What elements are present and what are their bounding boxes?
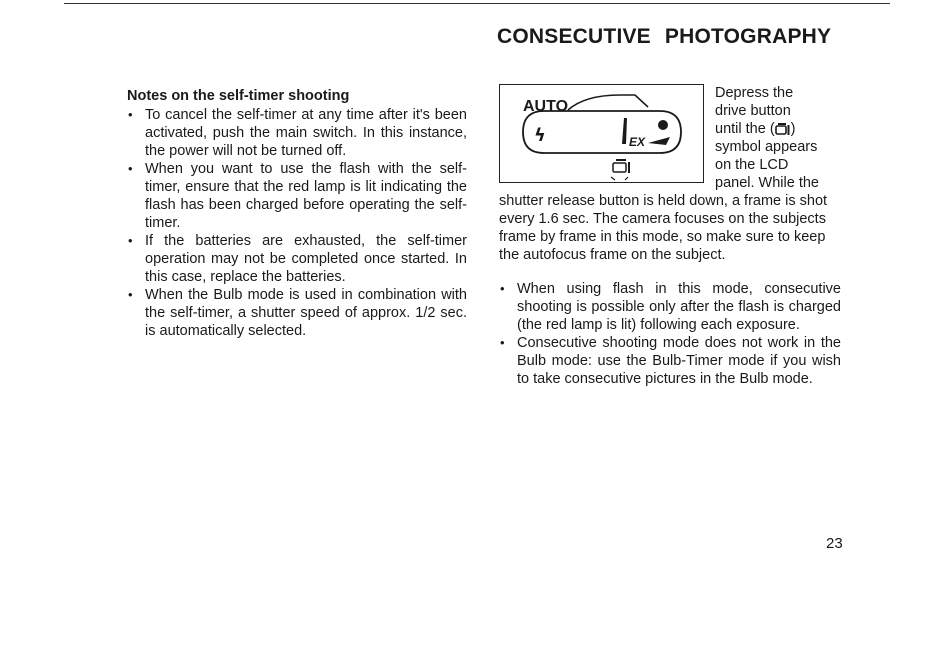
instruction-line: symbol appears <box>715 139 818 155</box>
flash-icon: ϟ <box>534 125 546 146</box>
focus-indicator-icon <box>658 120 668 130</box>
notes-item: • To cancel the self-timer at any time after it's been activated, push the main switch. In this instance, the power will not be turned off. <box>127 106 467 160</box>
notes-heading: Notes on the self-timer shooting <box>127 88 350 104</box>
instruction-line: panel. While the <box>715 175 819 191</box>
instruction-line <box>715 120 819 138</box>
lcd-block <box>499 84 841 192</box>
top-rule <box>64 3 890 4</box>
notes-item: • When you want to use the flash with the self-timer, ensure that the red lamp is lit indicating the flash has been charged before operating the self-timer. <box>127 160 467 232</box>
drive-mode-icon <box>611 159 630 180</box>
notes-item: • When the Bulb mode is used in combination with the self-timer, a shutter speed of approx. 1/2 sec. is automatically selected. <box>127 286 467 340</box>
instruction-line: Depress the <box>715 85 794 101</box>
consecutive-notes-list <box>499 280 841 388</box>
consecutive-note-item: • Consecutive shooting mode does not work in the Bulb mode: use the Bulb-Timer mode if you wish to take consecutive pictures in the Bulb mode. <box>499 334 841 388</box>
title-word-photography: PHOTOGRAPHY <box>664 25 832 48</box>
consecutive-section <box>499 84 841 388</box>
drive-instructions <box>715 84 819 192</box>
lcd-arc <box>568 95 648 110</box>
lcd-pointer-mark <box>648 137 670 145</box>
page-title <box>497 25 831 49</box>
title-word-consecutive: CONSECUTIVE <box>497 25 651 48</box>
notes-item: • If the batteries are exhausted, the self-timer operation may not be completed once started. In this case, replace the batteries. <box>127 232 467 286</box>
instruction-text: until the ( <box>715 121 775 137</box>
lcd-capsule-outline <box>523 111 681 153</box>
consecutive-note-item: • When using flash in this mode, consecutive shooting is possible only after the flash is charged (the red lamp is lit) following each exposure. <box>499 280 841 334</box>
drive-symbol-icon <box>775 122 791 136</box>
instruction-line: on the LCD <box>715 157 789 173</box>
lcd-panel-icon <box>500 85 705 184</box>
lcd-digit-bar <box>622 118 627 144</box>
instruction-line: drive button <box>715 103 791 119</box>
page-number: 23 <box>826 535 843 552</box>
lcd-auto-label: AUTO <box>523 98 569 115</box>
notes-list <box>127 106 467 340</box>
lcd-ex-label: EX <box>629 135 646 149</box>
instruction-text: ) <box>790 121 796 137</box>
instruction-paragraph: shutter release button is held down, a frame is shot every 1.6 sec. The camera focuses on the subjects frame by frame in this mode, so make sure to keep the autofocus frame on the subject. <box>499 193 828 263</box>
lcd-illustration <box>499 84 704 183</box>
self-timer-notes <box>127 88 467 340</box>
